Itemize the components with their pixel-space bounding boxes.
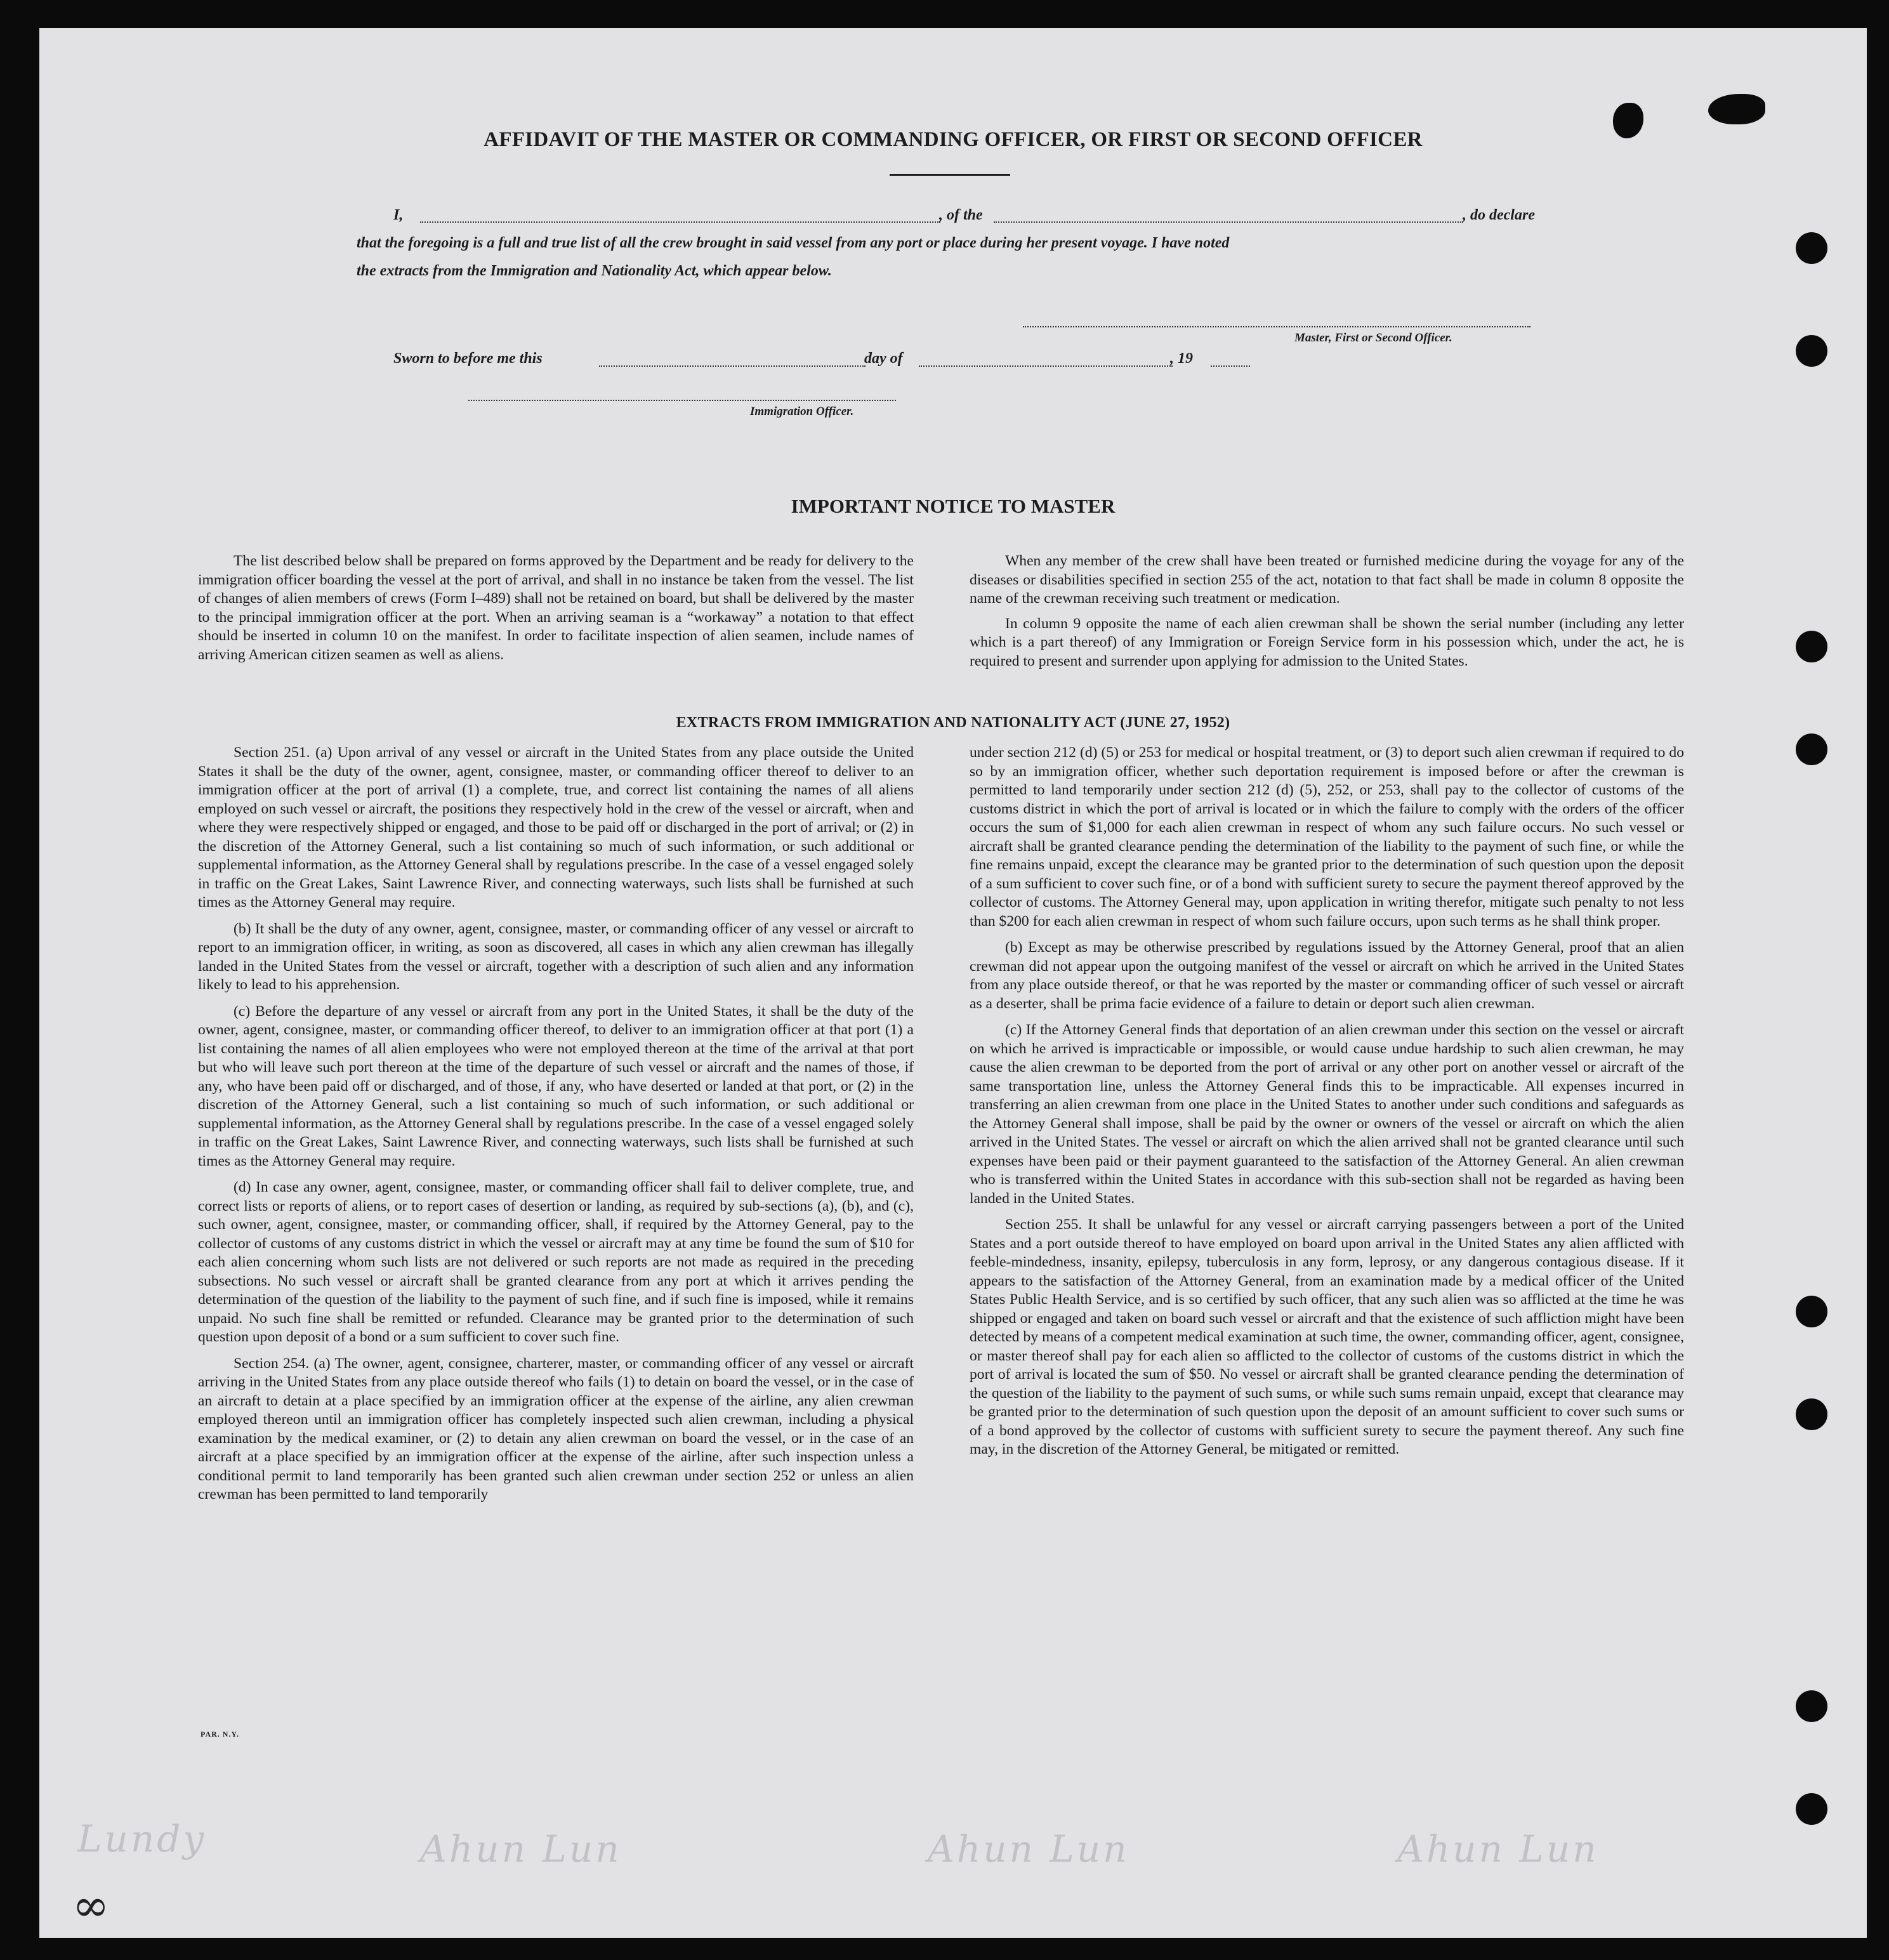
statute-paragraph: (b) It shall be the duty of any owner, agent, consignee, master, or commanding officer of any vessel or aircraft to report to an immigration officer, in writing, as soon as discovered, all cases in which any alien crewman has illegally landed in the United States from the vessel or aircraft, together with a description of such alien and any information likely to lead to his apprehension.	[198, 920, 914, 993]
sworn-label: Sworn to before me this	[393, 350, 543, 367]
title-underline	[890, 174, 1010, 176]
handwritten-mark: Ahun Lun	[420, 1827, 622, 1871]
of-the-label: , of the	[939, 207, 983, 223]
statute-paragraph: under section 212 (d) (5) or 253 for medical or hospital treatment, or (3) to deport such alien crewman if required to do so by an immigration officer, whether such deportation requirement is imposed before or after the crewman is permitted to land temporarily under section 212 (d) (5), 252, or 253, shall pay to the collector of customs of the customs district in which the port of arrival is located or in which the failure to comply with the orders of the officer occurs the sum of $1,000 for each alien crewman in respect of whom any such failure occurs. No such vessel or aircraft shall be granted clearance pending the determination of the liability to the payment of such fine, or while the fine remains unpaid, except the clearance may be granted prior to the determination of such question upon the deposit of a sum sufficient to cover such fine, or of a bond with sufficient surety to secure the payment thereof approved by the collector of customs. The Attorney General may, upon application in writing therefor, mitigate such penalty to not less than $200 for each alien crewman in respect of whom such failure occurs, upon such terms as he shall think proper.	[970, 744, 1684, 930]
vessel-name-field[interactable]	[994, 221, 1463, 223]
statute-paragraph: (c) Before the departure of any vessel or aircraft from any port in the United States, it shall be the duty of the owner, agent, consignee, master, or commanding officer thereof, to deliver to an immigration officer at that port (1) a list containing the names of all alien employees who were not employed thereon at the time of the arrival at that port but who will leave such port thereon at the time of the departure of such vessel or aircraft and the names of those, if any, who have been paid off or discharged, and of those, if any, who have deserted or landed at that port, or (2) in the discretion of the Attorney General, such a list containing so much of such information, or such additional or supplemental information, as the Attorney General shall by regulations prescribe. In the case of a vessel engaged solely in traffic on the Great Lakes, Saint Lawrence River, and connecting waterways, such lists shall be furnished at such times as the Attorney General may require.	[198, 1003, 914, 1169]
binder-hole-icon	[1796, 1296, 1827, 1327]
master-signature-label: Master, First or Second Officer.	[1294, 331, 1452, 345]
statute-paragraph: (b) Except as may be otherwise prescribed by regulations issued by the Attorney General, proof that an alien crewman did not appear upon the outgoing manifest of the vessel or aircraft on which he arrived in the United States from any place outside thereof, or that he was reported by the master or commanding officer of such vessel or aircraft as a deserter, shall be prima facie evidence of a failure to detain or deport such alien crewman.	[970, 939, 1684, 1012]
notice-paragraph: The list described below shall be prepared on forms approved by the Department and be ready for delivery to the immigration officer boarding the vessel at the port of arrival, and shall in no instance be taken from the vessel. The list of changes of alien members of crews (Form I–489) shall not be retained on board, but shall be delivered by the master to the principal immigration officer at the port. When an arriving seaman is a “workaway” a notation to that effect should be inserted in column 10 on the manifest. In order to facilitate inspection of alien seamen, include names of arriving American citizen seamen as well as aliens.	[198, 553, 914, 663]
extracts-title: EXTRACTS FROM IMMIGRATION AND NATIONALITY ACT (JUNE 27, 1952)	[676, 714, 1230, 731]
handwritten-mark: Ahun Lun	[928, 1827, 1129, 1871]
statute-paragraph: Section 255. It shall be unlawful for any vessel or aircraft carrying passengers between a port of the United States and a port outside thereof to have employed on board upon arrival in the United States any alien afflicted with feeble-mindedness, insanity, epilepsy, tuberculosis in any form, leprosy, or any dangerous contagious disease. If it appears to the satisfaction of the Attorney General, from an examination made by a medical officer of the United States Public Health Service, and is so certified by such officer, that any such alien was so afflicted at the time he was shipped or engaged and taken on board such vessel or aircraft and that the existence of such affliction might have been detected by means of a competent medical examination at such time, the owner, commanding officer, agent, consignee, or master thereof shall pay for each alien so afflicted to the collector of customs of the customs district in which the port of arrival is located the sum of $50. No vessel or aircraft shall be granted clearance pending the determination of the question of the liability to the payment of such sums, or while such sums remain unpaid, except that clearance may be granted prior to the determination of such question upon the deposit of an amount sufficient to cover such sums or of a bond approved by the collector of customs with sufficient surety to secure the payment thereof. Any such fine may, in the discretion of the Attorney General, be mitigated or remitted.	[970, 1216, 1684, 1457]
statute-paragraph: Section 254. (a) The owner, agent, consignee, charterer, master, or commanding officer of any vessel or aircraft arriving in the United States from any place outside thereof who fails (1) to detain on board the vessel, or in the case of an aircraft to detain at a place specified by an immigration officer at the expense of the airline, any alien crewman employed thereon until an immigration officer has completely inspected such alien crewman, including a physical examination by the medical examiner, or (2) to detain any alien crewman on board the vessel, or in the case of an aircraft at a place specified by an immigration officer at the expense of the airline, after such inspection unless a conditional permit to land temporarily has been granted such alien crewman under section 252 or unless an alien crewman has been permitted to land temporarily	[198, 1355, 914, 1503]
ink-blot-icon	[1708, 94, 1765, 124]
handwritten-infinity-mark: ∞	[72, 1879, 112, 1931]
binder-hole-icon	[1796, 631, 1827, 662]
day-of-label: day of	[864, 350, 903, 367]
handwritten-mark: Lundy	[77, 1817, 207, 1860]
declarant-name-field[interactable]	[420, 221, 940, 223]
sworn-month-field[interactable]	[919, 365, 1173, 367]
binder-hole-icon	[1796, 733, 1827, 765]
master-signature-line[interactable]	[1023, 326, 1530, 327]
do-declare-label: , do declare	[1463, 207, 1535, 223]
extracts-left-column	[198, 744, 914, 1504]
notice-paragraph: In column 9 opposite the name of each alien crewman shall be shown the serial number (including any letter which is a part thereof) of any Immigration or Foreign Service form in his possession which, under the act, he is required to present and surrender upon applying for admission to the United States.	[970, 615, 1684, 669]
sworn-day-field[interactable]	[599, 365, 866, 367]
extracts-right-column	[970, 744, 1684, 1459]
affidavit-title: AFFIDAVIT OF THE MASTER OR COMMANDING OFFICER, OR FIRST OR SECOND OFFICER	[484, 128, 1423, 151]
binder-hole-icon	[1796, 1690, 1827, 1722]
binder-hole-icon	[1796, 335, 1827, 367]
notice-paragraph: When any member of the crew shall have been treated or furnished medicine during the voyage for any of the diseases or disabilities specified in section 255 of the act, notation to that fact shall be made in column 8 opposite the name of the crewman receiving such treatment or medication.	[970, 553, 1684, 607]
notice-right-column	[970, 552, 1684, 671]
statute-paragraph: (d) In case any owner, agent, consignee, master, or commanding officer shall fail to deliver complete, true, and correct lists or reports of aliens, or to report cases of desertion or landing, as required by sub-sections (a), (b), and (c), such owner, agent, consignee, master, or commanding officer, shall, if required by the Attorney General, pay to the collector of customs of any customs district in which the vessel or aircraft may at any time be found the sum of $10 for each alien concerning whom such lists are not delivered or such reports are not made as required in the preceding subsections. No such vessel or aircraft shall be granted clearance from any port at which it arrives pending the determination of the question of the liability to the payment of such fine, and if such fine is imposed, while it remains unpaid. No such fine shall be remitted or refunded. Clearance may be granted prior to the determination of such question upon deposit of a bond or a sum sufficient to cover such fine.	[198, 1179, 914, 1345]
declaration-line-2: that the foregoing is a full and true list of all the crew brought in said vessel from any port or place during her present voyage. I have noted	[357, 235, 1230, 251]
year-prefix-label: , 19	[1170, 350, 1193, 367]
handwritten-mark: Ahun Lun	[1397, 1827, 1599, 1871]
binder-hole-icon	[1796, 1793, 1827, 1825]
notice-title: IMPORTANT NOTICE TO MASTER	[791, 495, 1116, 517]
declarant-prefix: I,	[393, 207, 404, 223]
binder-hole-icon	[1796, 1398, 1827, 1430]
statute-paragraph: Section 251. (a) Upon arrival of any vessel or aircraft in the United States from any place outside the United States it shall be the duty of the owner, agent, consignee, master, or commanding officer thereof to deliver to an immigration officer at the port of arrival (1) a complete, true, and correct list containing the names of all aliens employed on such vessel or aircraft, the positions they respectively hold in the crew of the vessel or aircraft, when and where they were respectively shipped or engaged, and those to be paid off or discharged in the port of arrival; or (2) in the discretion of the Attorney General, such a list containing so much of such information, or such additional or supplemental information, as the Attorney General shall by regulations prescribe. In the case of a vessel engaged solely in traffic on the Great Lakes, Saint Lawrence River, and connecting waterways, such lists shall be furnished at such times as the Attorney General may require.	[198, 744, 914, 911]
binder-hole-icon	[1796, 232, 1827, 264]
document-page	[39, 28, 1867, 1938]
declaration-line-3: the extracts from the Immigration and Nationality Act, which appear below.	[357, 263, 832, 279]
officer-signature-label: Immigration Officer.	[750, 405, 854, 418]
printer-code: PAR. N.Y.	[201, 1730, 240, 1739]
notice-left-column	[198, 552, 914, 664]
officer-signature-line[interactable]	[468, 400, 896, 401]
sworn-year-field[interactable]	[1211, 365, 1250, 367]
statute-paragraph: (c) If the Attorney General finds that deportation of an alien crewman under this section on the vessel or aircraft on which he arrived is impracticable or impossible, or would cause undue hardship to such alien crewman, he may cause the alien crewman to be deported from the port of arrival or any other port on another vessel or aircraft of the same transportation line, unless the Attorney General finds this to be impracticable. All expenses incurred in transferring an alien crewman from one place in the United States to another under such conditions and safeguards as the Attorney General shall impose, shall be paid by the owner or owners of the vessel or aircraft on which the alien arrived in the United States. The vessel or aircraft on which the alien arrived shall not be granted clearance until such expenses have been paid or their payment guaranteed to the satisfaction of the Attorney General. An alien crewman who is transferred within the United States in accordance with this sub-section shall not be regarded as having been landed in the United States.	[970, 1022, 1684, 1207]
